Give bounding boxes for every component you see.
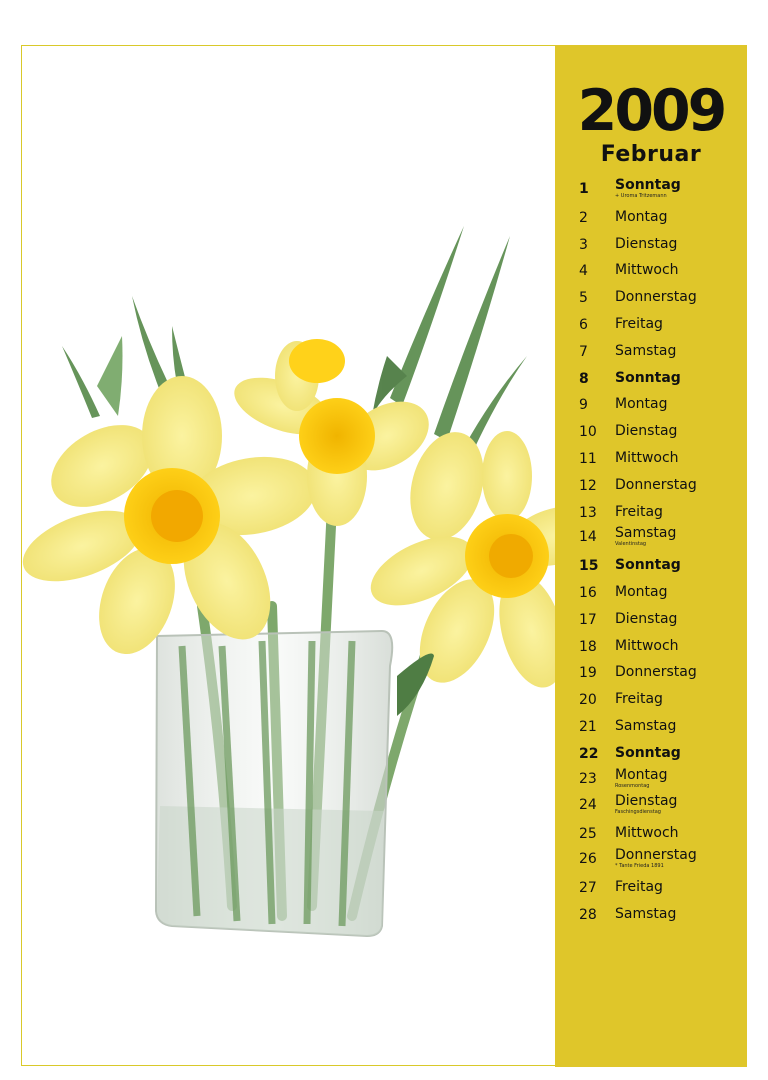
day-number: 22 xyxy=(579,745,599,762)
day-number: 2 xyxy=(579,209,588,226)
day-name: Samstag xyxy=(615,525,677,542)
day-number: 14 xyxy=(579,529,597,546)
day-name: Dienstag xyxy=(615,793,678,810)
day-name: Montag xyxy=(615,396,668,413)
day-row xyxy=(555,232,747,258)
day-number: 9 xyxy=(579,397,588,414)
day-number: 18 xyxy=(579,638,597,655)
day-number: 23 xyxy=(579,770,597,787)
day-row xyxy=(555,339,747,365)
day-row xyxy=(555,473,747,499)
day-row xyxy=(555,285,747,311)
day-number: 15 xyxy=(579,558,599,575)
day-name: Samstag xyxy=(615,905,677,922)
day-name: Donnerstag xyxy=(615,476,697,493)
day-name: Sonntag xyxy=(615,177,681,193)
day-number: 25 xyxy=(579,826,597,843)
day-row xyxy=(555,312,747,338)
day-name: Sonntag xyxy=(615,557,681,574)
day-number: 17 xyxy=(579,611,597,628)
day-name: Freitag xyxy=(615,691,663,708)
day-row xyxy=(555,580,747,606)
day-name: Dienstag xyxy=(615,235,678,252)
day-row xyxy=(555,741,747,767)
day-name: Donnerstag xyxy=(615,847,697,863)
day-row xyxy=(555,634,747,660)
day-name: Mittwoch xyxy=(615,450,679,466)
daffodils-in-glass-vase-icon xyxy=(22,46,555,1065)
day-name: Mittwoch xyxy=(615,825,679,842)
day-note: Faschingsdienstag xyxy=(615,809,661,816)
day-name: Freitag xyxy=(615,878,663,895)
day-name: Donnerstag xyxy=(615,664,697,681)
day-name: Dienstag xyxy=(615,610,678,627)
day-number: 24 xyxy=(579,797,597,814)
day-name: Dienstag xyxy=(615,423,678,440)
day-note: Rosenmontag xyxy=(615,782,650,789)
day-number: 5 xyxy=(579,290,588,307)
day-name: Montag xyxy=(615,584,668,600)
day-name: Freitag xyxy=(615,316,663,332)
day-number: 28 xyxy=(579,906,597,923)
calendar-year: 2009 xyxy=(577,78,725,144)
day-note: + Uroma Tritzemann xyxy=(615,193,667,199)
day-row xyxy=(555,848,747,874)
day-number: 26 xyxy=(579,851,597,867)
day-row xyxy=(555,392,747,418)
day-number: 1 xyxy=(579,181,589,197)
day-number: 27 xyxy=(579,879,597,896)
day-list xyxy=(555,45,747,1067)
day-row xyxy=(555,178,747,204)
day-row xyxy=(555,768,747,794)
day-name: Montag xyxy=(615,208,668,225)
calendar-panel xyxy=(555,45,747,1067)
day-number: 20 xyxy=(579,692,597,709)
day-name: Samstag xyxy=(615,718,677,734)
day-name: Sonntag xyxy=(615,744,681,761)
day-number: 7 xyxy=(579,343,588,360)
day-name: Mittwoch xyxy=(615,637,679,654)
day-number: 13 xyxy=(579,504,597,521)
day-row xyxy=(555,500,747,526)
day-note: Valentinstag xyxy=(615,541,647,548)
day-number: 4 xyxy=(579,263,588,280)
day-number: 19 xyxy=(579,665,597,682)
day-row xyxy=(555,875,747,901)
day-number: 21 xyxy=(579,719,597,735)
day-row xyxy=(555,794,747,820)
day-name: Samstag xyxy=(615,342,677,359)
day-row xyxy=(555,687,747,713)
day-row xyxy=(555,714,747,740)
day-row xyxy=(555,205,747,231)
day-row xyxy=(555,419,747,445)
day-row xyxy=(555,821,747,847)
day-number: 11 xyxy=(579,451,597,467)
day-number: 6 xyxy=(579,317,588,333)
day-row xyxy=(555,553,747,579)
day-row xyxy=(555,366,747,392)
day-number: 12 xyxy=(579,477,597,494)
day-row xyxy=(555,258,747,284)
day-row xyxy=(555,902,747,928)
day-name: Sonntag xyxy=(615,369,681,386)
day-name: Mittwoch xyxy=(615,262,679,279)
day-row xyxy=(555,526,747,552)
day-number: 8 xyxy=(579,370,589,387)
day-name: Donnerstag xyxy=(615,289,697,306)
day-row xyxy=(555,446,747,472)
day-name: Montag xyxy=(615,766,668,783)
calendar-month: Februar xyxy=(600,142,702,167)
day-number: 3 xyxy=(579,236,588,253)
day-row xyxy=(555,660,747,686)
day-name: Freitag xyxy=(615,503,663,520)
day-number: 10 xyxy=(579,424,597,441)
day-number: 16 xyxy=(579,585,597,601)
day-note: * Tante Frieda 1891 xyxy=(615,863,664,869)
day-row xyxy=(555,607,747,633)
